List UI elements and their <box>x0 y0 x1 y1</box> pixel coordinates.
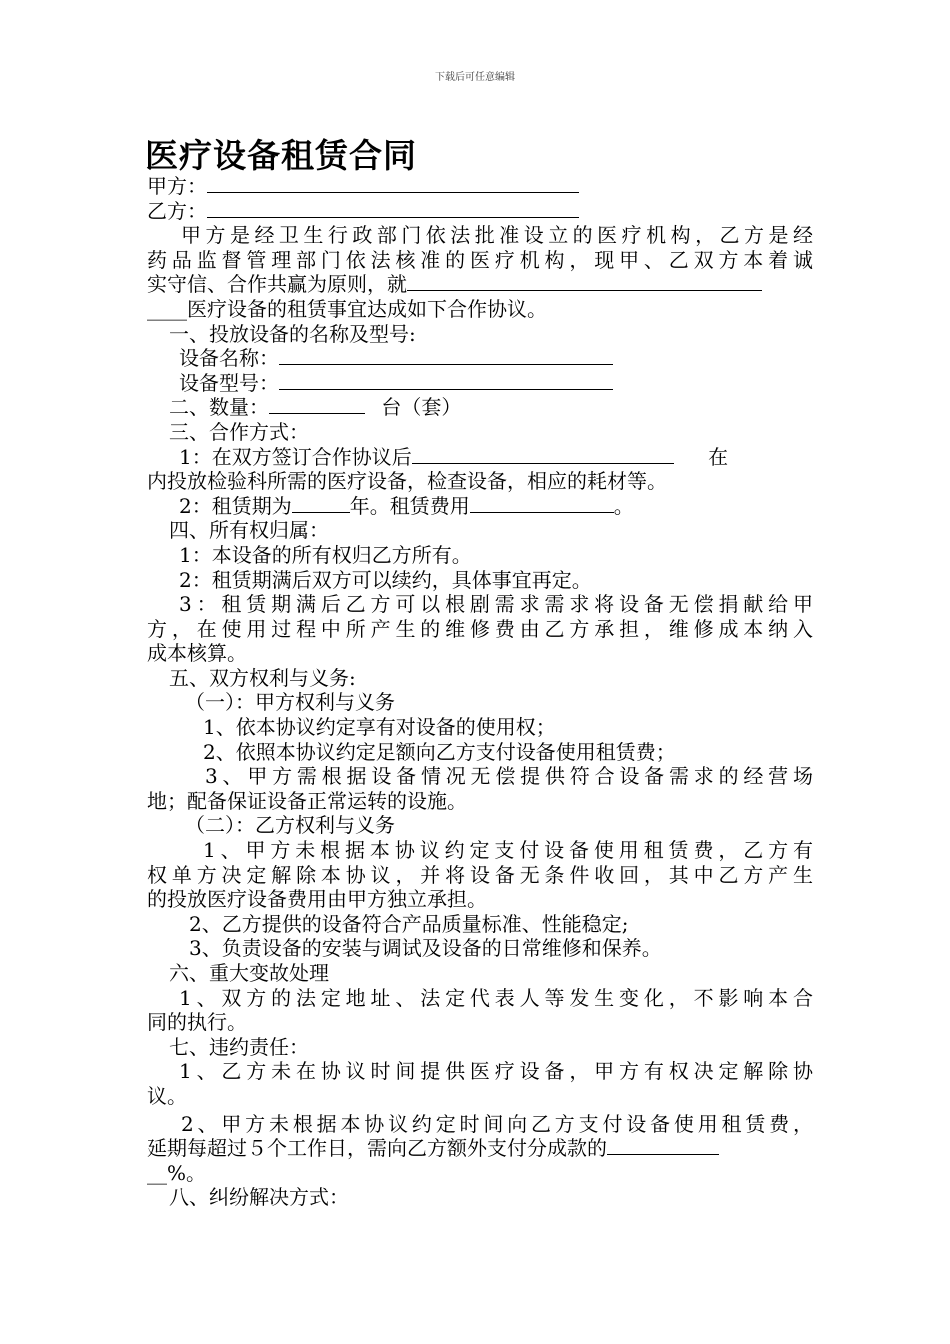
intro-line-4-blank: ____ <box>147 296 187 321</box>
section-3-item-1-text: 1：在双方签订合作协议后 <box>179 444 412 469</box>
document-title: 医疗设备租赁合同 <box>145 136 417 175</box>
party-b-rights-heading: （二）：乙方权利与义务 <box>185 813 395 838</box>
equipment-name-line <box>147 346 813 371</box>
party-a-right-1: 1、依本协议约定享有对设备的使用权； <box>203 715 556 740</box>
party-a-right-3: 3、甲方需根据设备情况无偿提供符合设备需求的经营场 <box>205 764 813 789</box>
lease-term-label: 2：租赁期为 <box>179 493 292 518</box>
section-4-item-3: 3：租赁期满后乙方可以根剧需求需求将设备无偿捐献给甲 <box>179 592 813 617</box>
contract-body <box>147 174 813 1210</box>
equipment-model-label: 设备型号： <box>179 370 279 395</box>
party-b-label: 乙方： <box>147 198 207 223</box>
section-7-item-2: 2、甲方未根据本协议约定时间向乙方支付设备使用租赁费， <box>181 1111 813 1136</box>
section-2-line <box>147 395 813 420</box>
section-7-heading: 七、违约责任： <box>169 1034 309 1059</box>
equipment-model-line <box>147 371 813 396</box>
equipment-name-blank[interactable] <box>279 346 613 365</box>
section-3-item-1-cont: 内投放检验科所需的医疗设备，检查设备，相应的耗材等。 <box>147 469 667 494</box>
intro-line-1: 甲方是经卫生行政部门依法批准设立的医疗机构，乙方是经 <box>181 223 813 248</box>
section-7-item-1-cont: 议。 <box>147 1083 187 1108</box>
party-a-rights-heading: （一）：甲方权利与义务 <box>185 690 395 715</box>
equipment-model-blank[interactable] <box>279 371 613 390</box>
section-3-item-2 <box>147 494 813 519</box>
lease-fee-label: 年。租赁费用 <box>349 493 470 518</box>
equipment-blank[interactable] <box>407 272 762 291</box>
section-4-item-1: 1：本设备的所有权归乙方所有。 <box>179 542 472 567</box>
section-4-heading: 四、所有权归属： <box>169 518 329 543</box>
party-b-right-1: 1、甲方未根据本协议约定支付设备使用租赁费，乙方有 <box>203 838 813 863</box>
intro-line-4 <box>147 297 813 322</box>
section-6-item-1: 1、双方的法定地址、法定代表人等发生变化，不影响本合 <box>179 985 813 1010</box>
lease-fee-end: 。 <box>613 493 634 518</box>
intro-line-3-text: 实守信、合作共赢为原则，就 <box>147 272 407 297</box>
party-a-right-3-cont: 地；配备保证设备正常运转的设施。 <box>147 788 467 813</box>
section-8-heading: 八、纠纷解决方式： <box>169 1185 349 1210</box>
section-5-heading: 五、双方权利与义务: <box>169 665 356 690</box>
party-a-line <box>147 174 813 199</box>
party-b-line <box>147 199 813 224</box>
penalty-percent-blank[interactable] <box>607 1136 719 1155</box>
lease-term-blank[interactable] <box>292 494 350 513</box>
quantity-label: 二、数量： <box>169 395 269 420</box>
intro-line-2: 药品监督管理部门依法核准的医疗机构，现甲、乙双方本着诚 <box>147 247 813 272</box>
section-7-item-2-cont <box>147 1136 813 1161</box>
party-b-right-1-cont-2: 的投放医疗设备费用由甲方独立承担。 <box>147 887 487 912</box>
party-b-right-1-cont-1: 权单方决定解除本协议，并将设备无条件收回，其中乙方产生 <box>147 862 813 887</box>
section-7-item-2-end <box>147 1161 813 1186</box>
section-3-item-1-at: 在 <box>708 444 729 469</box>
section-6-heading: 六、重大变故处理 <box>169 961 329 985</box>
page-header-note: 下载后可任意编辑 <box>435 72 515 83</box>
delivery-time-blank[interactable] <box>412 445 674 464</box>
section-3-item-1 <box>147 445 813 470</box>
section-4-item-3-cont-1: 方，在使用过程中所产生的维修费由乙方承担，维修成本纳入 <box>147 616 813 641</box>
party-b-right-3: 3、负责设备的安装与调试及设备的日常维修和保养。 <box>189 936 662 961</box>
party-a-label: 甲方： <box>147 174 207 198</box>
intro-line-3 <box>147 272 813 297</box>
party-a-right-2: 2、依照本协议约定足额向乙方支付设备使用租赁费； <box>203 739 676 764</box>
section-7-item-2-cont-text: 延期每超过５个工作日，需向乙方额外支付分成款的 <box>147 1136 607 1161</box>
quantity-blank[interactable] <box>269 395 365 414</box>
party-a-blank[interactable] <box>207 174 579 193</box>
section-7-item-2-end-text: %。 <box>167 1160 207 1185</box>
quantity-unit: 台（套） <box>381 395 462 420</box>
equipment-name-label: 设备名称： <box>179 346 279 371</box>
section-4-item-2: 2：租赁期满后双方可以续约，具体事宜再定。 <box>179 567 592 592</box>
section-3-heading: 三、合作方式： <box>169 419 309 444</box>
lease-fee-blank[interactable] <box>470 494 614 513</box>
party-b-blank[interactable] <box>207 199 579 218</box>
section-1-heading: 一、投放设备的名称及型号: <box>169 321 416 346</box>
intro-line-4-text: 医疗设备的租赁事宜达成如下合作协议。 <box>187 296 547 321</box>
section-7-item-1: 1、乙方未在协议时间提供医疗设备，甲方有权决定解除协 <box>179 1059 813 1084</box>
party-b-right-2: 2、乙方提供的设备符合产品质量标准、性能稳定; <box>189 911 629 936</box>
section-6-item-1-cont: 同的执行。 <box>147 1010 247 1035</box>
section-4-item-3-cont-2: 成本核算。 <box>147 641 247 666</box>
section-7-item-2-end-blank: __ <box>147 1160 167 1185</box>
